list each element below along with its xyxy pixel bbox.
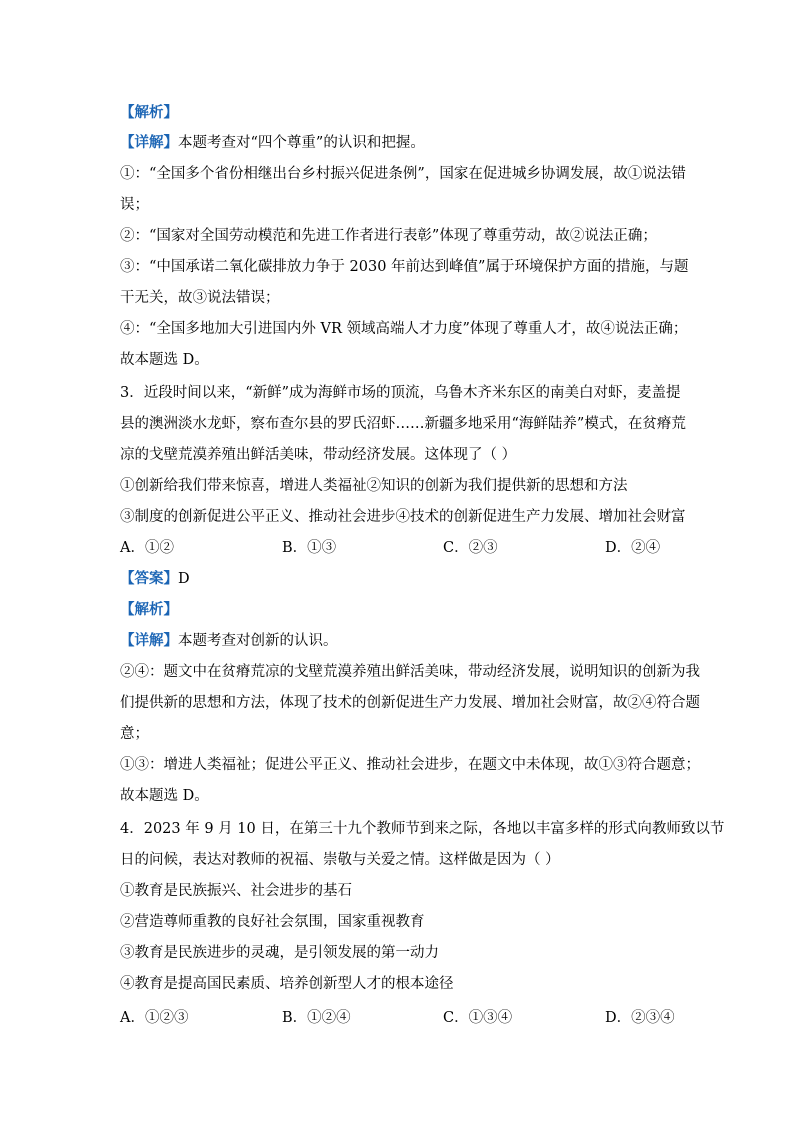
explanation-line: ②④：题文中在贫瘠荒凉的戈壁荒漠养殖出鲜活美味，带动经济发展，说明知识的创新为我 — [120, 664, 700, 680]
detail-text: 本题考查对创新的认识。 — [178, 633, 338, 649]
option-b: B．①②④ — [282, 1010, 351, 1026]
explanation-line: ③：“中国承诺二氧化碳排放力争于 2030 年前达到峰值”属于环境保护方面的措施，与题 — [120, 259, 689, 275]
explanation-line: ②：“国家对全国劳动模范和先进工作者进行表彰”体现了尊重劳动，故②说法正确； — [120, 228, 657, 244]
analysis-heading — [120, 600, 680, 620]
answer-label: 【答案】 — [120, 570, 178, 587]
answer-line — [120, 569, 680, 589]
statement-line: ②营造尊师重教的良好社会氛围，国家重视教育 — [120, 914, 425, 930]
statement-line: ①教育是民族振兴、社会进步的基石 — [120, 883, 352, 899]
detail-line — [120, 133, 680, 153]
option-c: C．②③ — [443, 540, 498, 556]
option-d: D．②④ — [605, 540, 661, 556]
conclusion-line: 故本题选 D。 — [120, 352, 209, 368]
conclusion-line: 故本题选 D。 — [120, 788, 209, 804]
statement-line: ①创新给我们带来惊喜，增进人类福祉②知识的创新为我们提供新的思想和方法 — [120, 478, 628, 494]
detail-label: 【详解】 — [120, 632, 178, 649]
statement-line: ③制度的创新促进公平正义、推动社会进步④技术的创新促进生产力发展、增加社会财富 — [120, 509, 686, 525]
option-b: B．①③ — [282, 540, 337, 556]
statement-line: ③教育是民族进步的灵魂，是引领发展的第一动力 — [120, 945, 439, 961]
explanation-line: 误； — [120, 197, 149, 213]
question-stem: 4．2023 年 9 月 10 日，在第三十九个教师节到来之际，各地以丰富多样的形式向教师致以节 — [120, 821, 725, 837]
explanation-line: 意； — [120, 726, 149, 742]
question-stem: 日的问候，表达对教师的祝福、崇敬与关爱之情。这样做是因为（ ） — [120, 852, 560, 868]
answer-options — [120, 538, 680, 558]
detail-label: 【详解】 — [120, 134, 178, 151]
answer-value: D — [178, 571, 190, 587]
analysis-label: 【解析】 — [120, 601, 178, 618]
question-stem: 县的澳洲淡水龙虾，察布查尔县的罗氏沼虾……新疆多地采用“海鲜陆养”模式，在贫瘠荒 — [120, 416, 686, 432]
analysis-heading — [120, 103, 680, 123]
option-a: A．①② — [120, 540, 174, 556]
option-c: C．①③④ — [443, 1010, 513, 1026]
detail-line — [120, 631, 680, 651]
question-stem: 3．近段时间以来，“新鲜”成为海鲜市场的顶流，乌鲁木齐米东区的南美白对虾，麦盖提 — [120, 385, 681, 401]
option-a: A．①②③ — [120, 1010, 189, 1026]
explanation-line: ④：“全国多地加大引进国内外 VR 领域高端人才力度”体现了尊重人才，故④说法正确； — [120, 321, 688, 337]
option-d: D．②③④ — [605, 1010, 675, 1026]
question-stem: 凉的戈壁荒漠养殖出鲜活美味，带动经济发展。这体现了（ ） — [120, 447, 517, 463]
explanation-line: ①：“全国多个省份相继出台乡村振兴促进条例”，国家在促进城乡协调发展，故①说法错 — [120, 166, 686, 182]
explanation-line: 干无关，故③说法错误； — [120, 290, 280, 306]
explanation-line: ①③：增进人类福祉；促进公平正义、推动社会进步，在题文中未体现，故①③符合题意； — [120, 757, 700, 773]
analysis-label: 【解析】 — [120, 104, 178, 121]
explanation-line: 们提供新的思想和方法，体现了技术的创新促进生产力发展、增加社会财富，故②④符合题 — [120, 695, 700, 711]
statement-line: ④教育是提高国民素质、培养创新型人才的根本途径 — [120, 976, 454, 992]
detail-text: 本题考查对“四个尊重”的认识和把握。 — [178, 135, 425, 151]
answer-options — [120, 1008, 680, 1028]
